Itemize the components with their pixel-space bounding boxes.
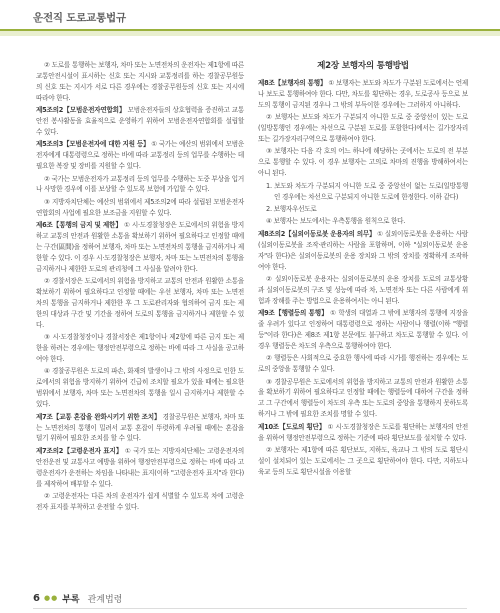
paragraph bbox=[258, 204, 468, 215]
article-paragraph bbox=[36, 446, 244, 490]
paragraph-text: ② 도로를 통행하는 보행자, 차마 또는 노면전차의 운전자는 제1항에 따른 교통안전시설이 표시하는 신호 또는 지시와 교통정리를 하는 경찰공무원등의 신호 또는 지시가 서로 다른 경우에는 경찰공무원등의 신호 또는 지시에 따라야 한다. bbox=[36, 61, 244, 102]
article-heading: 제9조【행렬등의 통행】 bbox=[258, 309, 328, 318]
chapter-title: 제2장 보행자의 통행방법 bbox=[317, 61, 409, 71]
header-shade bbox=[0, 31, 500, 36]
paragraph-text: ③ 지방자치단체는 예산의 범위에서 제5조의2에 따라 설립된 모범운전자연합회의 사업에 필요한 보조금을 지원할 수 있다. bbox=[36, 197, 244, 217]
paragraph-text: ① 시·도경찰청장은 도로에서의 위험을 방지하고 교통의 안전과 원활한 소통을 확보하기 위하여 필요하다고 인정할 때에는 구간(區間)을 정하여 보행자, 차마 또는 노면전차의 통행을 금지하거나 제한할 수 있다. 이 경우 시·도경찰청장은 보행자, 차마 또는 노면전차의 통행을 금지하거나 제한한 도로의 관리청에 그 사실을 알려야 한다. bbox=[36, 221, 244, 273]
paragraph-text: ② 보행자는 보도와 차도가 구분되지 아니한 도로 중 중앙선이 있는 도로(일방통행인 경우에는 차선으로 구분된 도로를 포함한다)에서는 길가장자리 또는 길가장자리구역으로 통행하여야 한다. bbox=[258, 113, 468, 144]
paragraph bbox=[258, 445, 468, 478]
paragraph bbox=[36, 276, 244, 331]
article-heading: 제5조의2【모범운전자연합회】 bbox=[36, 106, 126, 115]
article-paragraph bbox=[258, 308, 468, 352]
paragraph bbox=[258, 216, 468, 227]
article-paragraph bbox=[36, 220, 244, 275]
paragraph bbox=[36, 491, 244, 513]
book-title: 운전직 도로교통법규 bbox=[33, 12, 126, 24]
article-heading: 제10조【도로의 횡단】 bbox=[258, 422, 326, 431]
footer-part-label: 부록 bbox=[62, 594, 80, 605]
article-paragraph bbox=[36, 139, 244, 172]
paragraph-text: ① 실외이동로봇을 운용하는 사람(실외이동로봇을 조작·관리하는 사람을 포함하며, 이하 "실외이동로봇 운용자"라 한다)은 실외이동로봇의 운용 장치와 그 밖의 장치를 정확하게 조작하여야 한다. bbox=[258, 229, 468, 271]
article-heading: 제7조의2【고령운전자 표지】 bbox=[36, 446, 123, 455]
paragraph-text: ① 시·도경찰청장은 도로를 횡단하는 보행자의 안전을 위하여 행정안전부령으로 정하는 기준에 따라 횡단보도를 설치할 수 있다. bbox=[258, 422, 468, 442]
paragraph bbox=[258, 112, 468, 145]
left-column bbox=[36, 60, 244, 514]
page-number: 6 bbox=[33, 592, 40, 604]
paragraph-text: 모범운전자들의 상호협력을 증진하고 교통안전 봉사활동을 효율적으로 운영하기 위하여 모범운전자연합회를 설립할 수 있다. bbox=[36, 106, 244, 136]
right-column bbox=[258, 60, 468, 479]
paragraph-text: ② 국가는 모범운전자가 교통정리 등의 업무를 수행하는 도중 부상을 입거나 사망한 경우에 이를 보상할 수 있도록 보험에 가입할 수 있다. bbox=[36, 174, 244, 194]
page-footer bbox=[33, 592, 122, 604]
paragraph bbox=[36, 366, 244, 410]
paragraph bbox=[258, 274, 468, 307]
article-paragraph bbox=[36, 105, 244, 138]
article-heading: 제7조【교통 혼잡을 완화시키기 위한 조치】 bbox=[36, 412, 161, 421]
article-paragraph bbox=[258, 422, 468, 444]
footer-section-label: 관계법령 bbox=[87, 594, 123, 605]
paragraph-text: ① 보행자는 보도와 차도가 구분된 도로에서는 언제나 보도로 통행하여야 한다. 다만, 차도를 횡단하는 경우, 도로공사 등으로 보도의 통행이 금지된 경우나 그 밖의 부득이한 경우에는 그러하지 아니하다. bbox=[258, 79, 468, 109]
paragraph-text: ② 행렬등은 사회적으로 중요한 행사에 따라 시가를 행진하는 경우에는 도로의 중앙을 통행할 수 있다. bbox=[258, 354, 468, 374]
article-heading: 제5조의3【모범운전자에 대한 지원 등】 bbox=[36, 140, 150, 149]
paragraph-text: ② 경찰서장은 도로에서의 위험을 방지하고 교통의 안전과 원활한 소통을 확보하기 위하여 필요하다고 인정할 때에는 우선 보행자, 차마 또는 노면전차의 통행을 금지하거나 제한한 후 그 도로관리자와 협의하여 금지 또는 제한의 대상과 구간 및 기간을 정하여 도로의 통행을 금지하거나 제한할 수 있다. bbox=[36, 277, 244, 329]
paragraph bbox=[36, 332, 244, 365]
article-paragraph bbox=[36, 412, 244, 445]
paragraph bbox=[258, 181, 468, 203]
paragraph-text: ① 국가는 예산의 범위에서 모범운전자에게 대통령령으로 정하는 바에 따라 교통정리 등의 업무를 수행하는 데 필요한 복장 및 장비를 지원할 수 있다. bbox=[36, 140, 244, 171]
article-paragraph bbox=[258, 78, 468, 111]
paragraph bbox=[258, 377, 468, 421]
paragraph-text: ③ 보행자는 다음 각 호의 어느 하나에 해당하는 곳에서는 도로의 전 부분으로 통행할 수 있다. 이 경우 보행자는 고의로 차마의 진행을 방해하여서는 아니 된다. bbox=[258, 147, 468, 178]
paragraph-text: ② 보행자는 제1항에 따른 횡단보도, 지하도, 육교나 그 밖의 도로 횡단시설이 설치되어 있는 도로에서는 그 곳으로 횡단하여야 한다. 다만, 지하도나 육교 등의 도로 횡단시설을 이용할 bbox=[258, 446, 468, 476]
paragraph bbox=[36, 60, 244, 104]
article-paragraph bbox=[258, 229, 468, 273]
paragraph-text: 경찰공무원은 보행자, 차마 또는 노면전차의 통행이 밀려서 교통 혼잡이 뚜렷하게 우려될 때에는 혼잡을 덜기 위하여 필요한 조치를 할 수 있다. bbox=[36, 412, 244, 443]
paragraph-text: ④ 보행자는 보도에서는 우측통행을 원칙으로 한다. bbox=[266, 217, 406, 226]
paragraph-text: ① 국가 또는 지방자치단체는 고령운전자의 안전운전 및 교통사고 예방을 위하여 행정안전부령으로 정하는 바에 따라 고령운전자가 운전하는 차임을 나타내는 표지(이하 "고령운전자 표지"라 한다)를 제작하여 배부할 수 있다. bbox=[36, 446, 244, 488]
paragraph-text: ③ 경찰공무원은 도로에서의 위험을 방지하고 교통의 안전과 원활한 소통을 확보하기 위하여 필요하다고 인정할 때에는 행렬등에 대하여 구간을 정하고 그 구간에서 행렬등이 차도의 우측 또는 도로의 중앙을 통행하지 못하도록 하거나 그 밖에 필요한 조치를 명할 수 있다. bbox=[258, 377, 468, 419]
footer-dots: ●● bbox=[43, 594, 59, 602]
paragraph-text: 1. 보도와 차도가 구분되지 아니한 도로 중 중앙선이 없는 도로(일방통행인 경우에는 차선으로 구분되지 아니한 도로에 한정한다. 이하 같다) bbox=[266, 181, 468, 201]
paragraph bbox=[36, 197, 244, 219]
footer-rule bbox=[33, 608, 467, 609]
paragraph bbox=[258, 146, 468, 179]
paragraph-text: ④ 경찰공무원은 도로의 파손, 화재의 발생이나 그 밖의 사정으로 인한 도로에서의 위험을 방지하기 위하여 긴급히 조치할 필요가 있을 때에는 필요한 범위에서 보행자, 차마 또는 노면전차의 통행을 일시 금지하거나 제한할 수 있다. bbox=[36, 367, 244, 409]
paragraph bbox=[258, 353, 468, 375]
paragraph-text: ② 고령운전자는 다른 차의 운전자가 쉽게 식별할 수 있도록 차에 고령운전자 표지를 부착하고 운전할 수 있다. bbox=[36, 491, 244, 511]
paragraph bbox=[36, 174, 244, 196]
paragraph-text: ① 학생의 대열과 그 밖에 보행자의 통행에 지장을 줄 우려가 있다고 인정하여 대통령령으로 정하는 사람이나 행렬(이하 "행렬등"이라 한다)은 제8조 제1항 본문에도 불구하고 차도로 통행할 수 있다. 이 경우 행렬등은 차도의 우측으로 통행하여야 한다. bbox=[258, 309, 469, 350]
article-heading: 제8조의2【실외이동로봇 운용자의 의무】 bbox=[258, 229, 376, 238]
paragraph-text: ③ 시·도경찰청장이나 경찰서장은 제1항이나 제2항에 따른 금지 또는 제한을 하려는 경우에는 행정안전부령으로 정하는 바에 따라 그 사실을 공고하여야 한다. bbox=[36, 333, 244, 364]
paragraph-text: 2. 보행자우선도로 bbox=[266, 204, 317, 213]
article-heading: 제8조【보행자의 통행】 bbox=[258, 79, 327, 87]
header-tab bbox=[0, 6, 140, 29]
paragraph-text: ② 실외이동로봇 운용자는 실외이동로봇의 운용 장치를 도로의 교통상황과 실외이동로봇의 구조 및 성능에 따라 차, 노면전차 또는 다른 사람에게 위험과 장해를 주는 방법으로 운용하여서는 아니 된다. bbox=[258, 274, 468, 305]
article-heading: 제6조【통행의 금지 및 제한】 bbox=[36, 221, 122, 230]
